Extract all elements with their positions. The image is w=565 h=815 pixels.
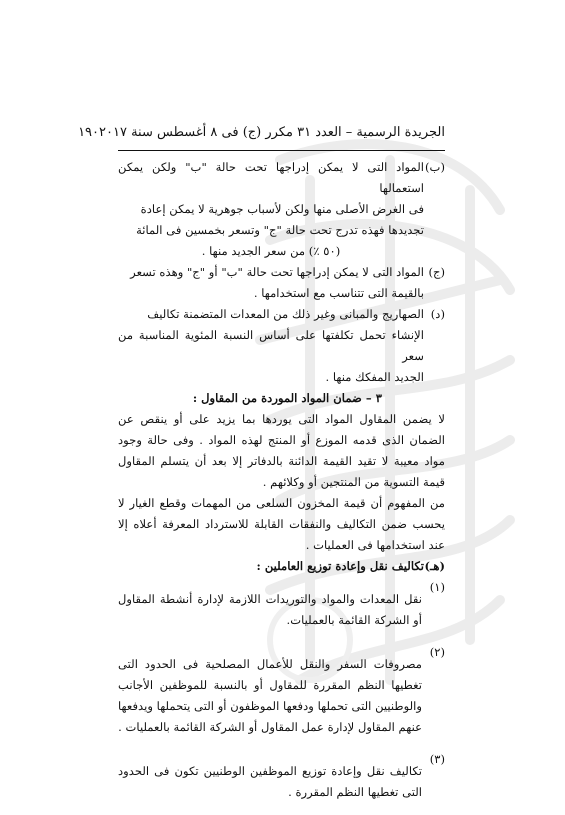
header-rule: [118, 150, 445, 151]
section-3-paragraph-1: لا يضمن المقاول المواد التى يوردها بما يزيد على أو ينقص عن الضمان الذى قدمه الموزع أو المنتج لهذه المواد . وفى حالة وجود مواد معيبة لا تقيد القيمة الدائنة بالدفاتر إلا بعد أن يتسلم المقاول قيمة التسوية من المنتجين أو وكلائهم .: [118, 412, 445, 489]
section-h: [118, 556, 445, 577]
item-marker: (٢): [429, 645, 445, 660]
document-body: [118, 157, 445, 815]
section-3-paragraph-2: من المفهوم أن قيمة المخزون السلعى من المهمات وقطع الغيار لا يحسب ضمن التكاليف والنفقات القابلة للاسترداد المعرفة أعلاه إلا عند استخدامها فى العمليات .: [118, 496, 445, 552]
item-line: المواد التى لا يمكن إدراجها تحت حالة "ب" أو "ج" وهذه تسعر: [130, 265, 424, 279]
item-content: [118, 304, 424, 388]
item-marker: (١): [429, 580, 445, 594]
item-line: الإنشاء تحمل تكلفتها على أساس النسبة المئوية المناسبة من سعر: [118, 328, 424, 363]
item-text: تكاليف نقل وإعادة توزيع الموظفين الوطنيين تكون فى الحدود التى تغطيها النظم المقررة .: [118, 763, 422, 799]
item-content: [118, 157, 424, 262]
list-item-2: [118, 642, 445, 749]
section-3-heading: ٣ – ضمان المواد الموردة من المقاول :: [192, 391, 382, 405]
item-content: [118, 262, 424, 304]
list-item-1: [118, 577, 445, 642]
item-marker: (ب): [425, 160, 445, 174]
section-h-heading: تكاليف نقل وإعادة توزيع العاملين :: [256, 559, 424, 573]
item-line: تجديدها فهذه تدرج تحت حالة "ج" وتسعر بخمسين فى المائة: [136, 223, 424, 237]
list-item-b: [118, 157, 445, 262]
item-line: المواد التى لا يمكن إدراجها تحت حالة "ب" ولكن يمكن استعمالها: [118, 160, 424, 195]
item-line: بالقيمة التى تتناسب مع استخدامها .: [253, 286, 424, 300]
page-number: ١٩٠: [78, 125, 100, 140]
item-marker: (ج): [428, 265, 445, 279]
list-item-c: [118, 262, 445, 304]
item-line: الصهاريج والمبانى وغير ذلك من المعدات المتضمنة تكاليف: [147, 307, 424, 321]
item-line: (٥٠ ٪) من سعر الجديد منها .: [201, 244, 341, 258]
list-item-3: [118, 749, 445, 814]
page-header: [78, 124, 445, 142]
item-line: الجديد المفكك منها .: [325, 370, 424, 384]
section-h-marker: (هـ): [424, 559, 445, 573]
list-item-d: [118, 304, 445, 388]
item-marker: (د): [430, 307, 445, 321]
item-line: فى الغرض الأصلى منها ولكن لأسباب جوهرية لا يمكن إعادة: [140, 202, 424, 216]
item-text: مصروفات السفر والنقل للأعمال المصلحية فى الحدود التى تغطيها النظم المقررة للمقاول أو بالنسبة للموظفين الأجانب والوطنيين التى تحملها ودفعها الموظفون أو التى يتحملها ويدفعها عنهم المقاول لإدارة عمل المقاول أو الشركة القائمة بالعمليات .: [118, 656, 422, 734]
item-marker: (٣): [429, 752, 445, 767]
item-text: نقل المعدات والمواد والتوريدات اللازمة لإدارة أنشطة المقاول أو الشركة القائمة بالعمليات.: [118, 591, 422, 627]
header-title: الجريدة الرسمية – العدد ٣١ مكرر (ج) فى ٨ أغسطس سنة ٢٠١٧: [99, 125, 445, 140]
